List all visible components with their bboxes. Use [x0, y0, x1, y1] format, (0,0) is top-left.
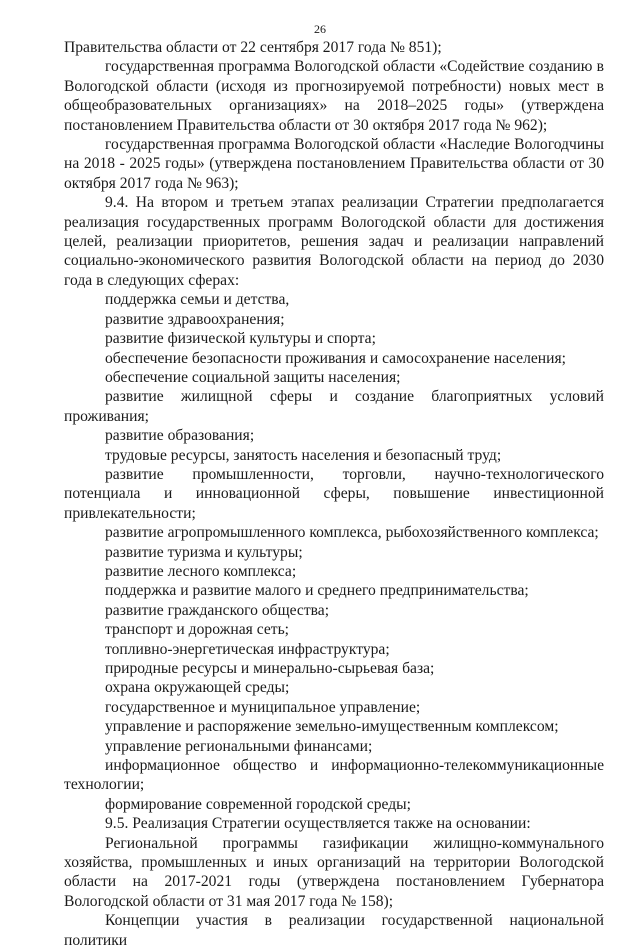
paragraph: Правительства области от 22 сентября 2017 года № 851);	[64, 39, 442, 56]
list-item: развитие здравоохранения;	[105, 310, 285, 328]
list-item: трудовые ресурсы, занятость населения и безопасный труд;	[105, 446, 502, 464]
list-item: развитие туризма и культуры;	[105, 543, 303, 561]
list-item: информационное общество и информационно-телекоммуникационные технологии;	[64, 757, 604, 794]
list-item: развитие образования;	[105, 427, 255, 445]
list-item: управление и распоряжение земельно-имущественным комплексом;	[105, 718, 559, 736]
paragraph: 9.4. На втором и третьем этапах реализации Стратегии предполагается реализация государственных программ Вологодской области для достижения целей, реализации приоритетов, решения задач и реализации направлений социально-экономического развития Вологодской области на период до 2030 года в следующих сферах:	[64, 194, 604, 289]
page-number: 26	[314, 22, 326, 36]
list-item: развитие жилищной сферы и создание благоприятных условий проживания;	[64, 388, 604, 425]
paragraph: Региональной программы газификации жилищно-коммунального хозяйства, промышленных и иных организаций на территории Вологодской области на 2017-2021 годы (утверждена постановлением Губернатора Вологодской области от 31 мая 2017 года № 158);	[64, 834, 604, 910]
document-body	[64, 38, 604, 950]
list-item: поддержка и развитие малого и среднего предпринимательства;	[105, 582, 529, 600]
list-item: развитие промышленности, торговли, научно-технологического потенциала и инновационной сферы, повышение инвестиционной привлекательности;	[64, 465, 604, 522]
paragraph: Концепции участия в реализации государственной национальной политики	[64, 912, 604, 949]
list-item: охрана окружающей среды;	[105, 679, 290, 697]
list-item: развитие физической культуры и спорта;	[105, 330, 376, 348]
list-item: формирование современной городской среды;	[105, 795, 411, 813]
list-item: транспорт и дорожная сеть;	[105, 621, 290, 639]
list-item: обеспечение безопасности проживания и самосохранение населения;	[105, 349, 566, 367]
list-item: развитие лесного комплекса;	[105, 562, 297, 580]
list-item: природные ресурсы и минерально-сырьевая база;	[105, 660, 435, 677]
list-item: развитие агропромышленного комплекса, рыбохозяйственного комплекса;	[105, 524, 599, 542]
list-item: управление региональными финансами;	[105, 737, 373, 755]
list-item: государственное и муниципальное управление;	[105, 698, 421, 716]
paragraph: 9.5. Реализация Стратегии осуществляется также на основании:	[105, 815, 531, 833]
list-item: развитие гражданского общества;	[105, 601, 330, 619]
paragraph: государственная программа Вологодской области «Наследие Вологодчины на 2018 - 2025 годы» (утверждена постановлением Правительства области от 30 октября 2017 года № 963);	[64, 136, 604, 192]
paragraph: государственная программа Вологодской области «Содействие созданию в Вологодской области (исходя из прогнозируемой потребности) новых мест в общеобразовательных организациях» на 2018–2025 годы» (утверждена постановлением Правительства области от 30 октября 2017 года № 962);	[64, 58, 604, 134]
list-item: топливно-энергетическая инфраструктура;	[105, 640, 390, 658]
list-item: поддержка семьи и детства,	[105, 291, 290, 309]
list-item: обеспечение социальной защиты населения;	[105, 368, 401, 386]
